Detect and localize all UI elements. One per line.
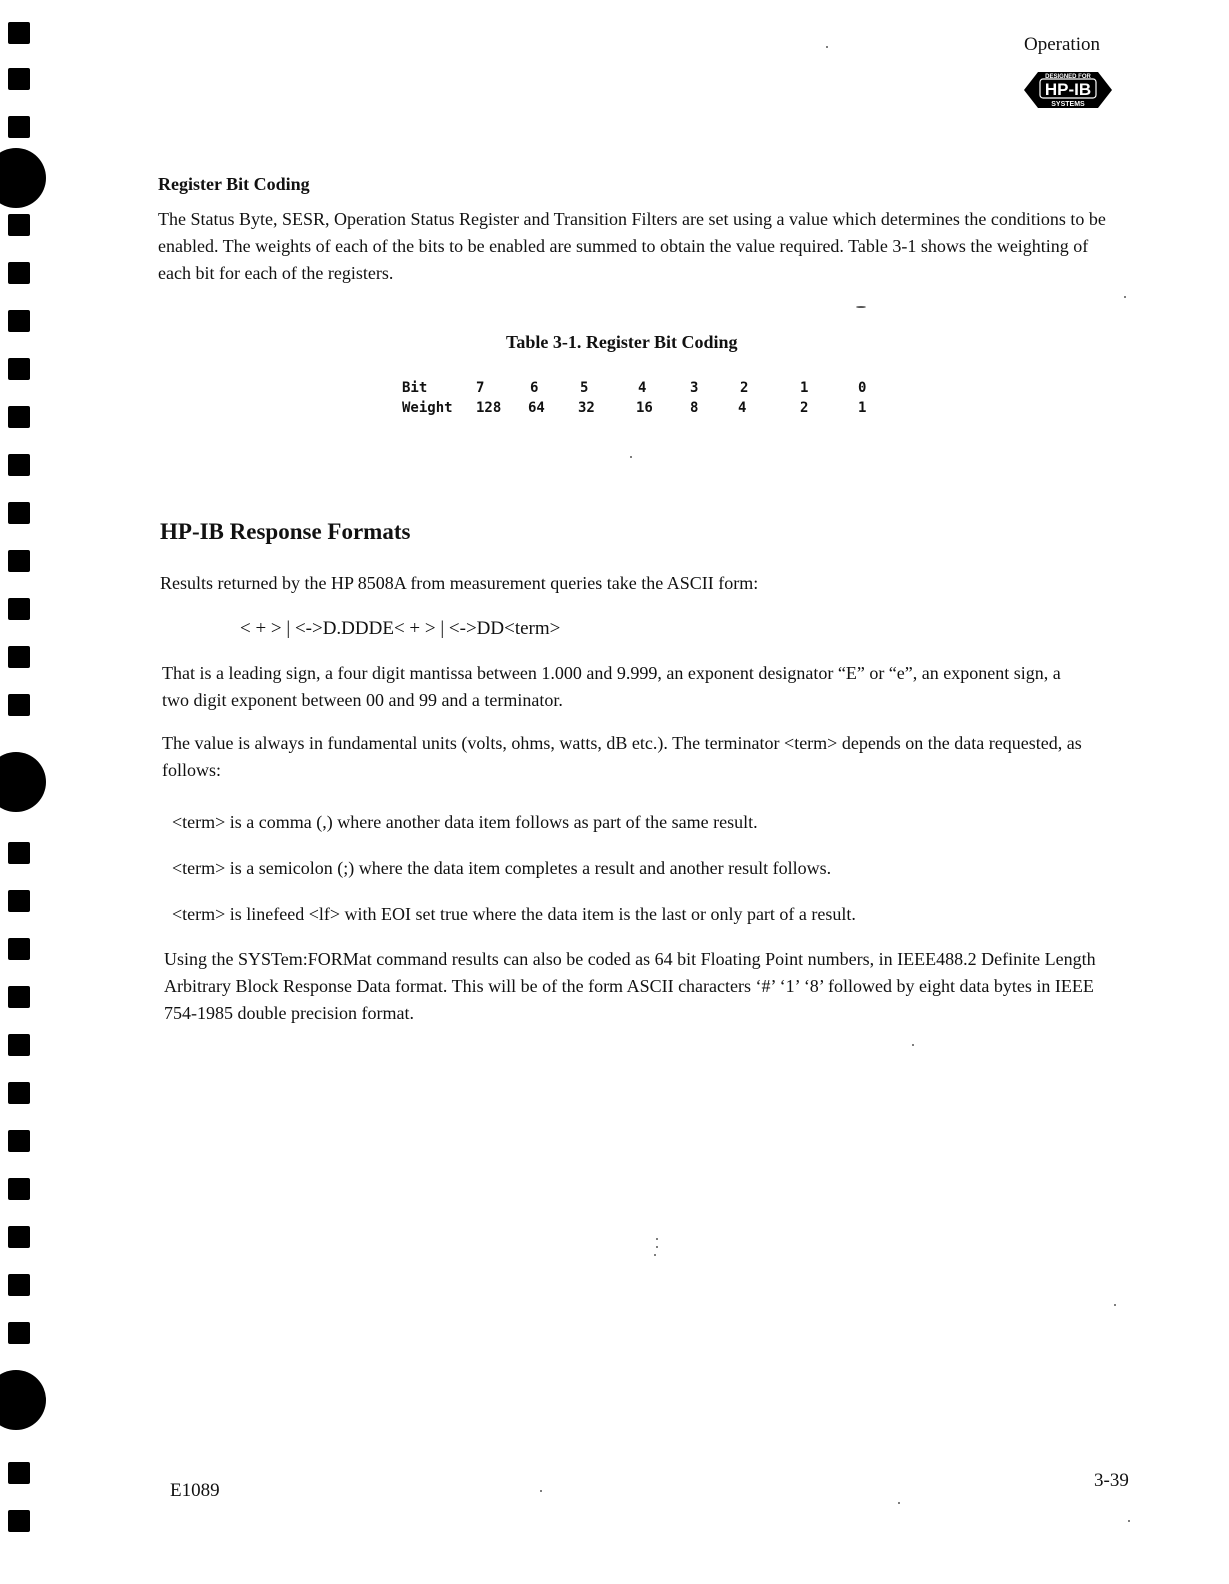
row-label-bit: Bit <box>402 380 428 396</box>
punch-mark <box>8 1322 30 1344</box>
hpib-logo-graphic <box>1022 66 1114 114</box>
punch-mark <box>8 550 30 572</box>
term-item-linefeed: <term> is linefeed <lf> with EOI set true where the data item is the last or only part of a result. <box>172 904 856 924</box>
punch-mark <box>8 406 30 428</box>
scan-speck <box>826 46 828 48</box>
punch-mark <box>8 214 30 236</box>
term-item-comma: <term> is a comma (,) where another data item follows as part of the same result. <box>172 812 758 832</box>
section-title: Operation <box>1024 34 1100 55</box>
bit-cell: 6 <box>530 380 539 396</box>
term-item-semicolon: <term> is a semicolon (;) where the data item completes a result and another result follows. <box>172 858 832 878</box>
logo-top-text: DESIGNED FOR <box>1045 74 1091 80</box>
scan-speck <box>654 1254 656 1256</box>
bit-cell: 1 <box>800 380 809 396</box>
scan-speck <box>1128 1520 1130 1522</box>
bit-cell: 2 <box>740 380 749 396</box>
punch-mark <box>8 310 30 332</box>
punch-mark <box>8 842 30 864</box>
bit-cell: 5 <box>580 380 589 396</box>
weight-cell: 8 <box>690 400 699 416</box>
punch-mark <box>8 598 30 620</box>
bit-cell: 3 <box>690 380 699 396</box>
scan-speck <box>898 1502 900 1504</box>
punch-mark <box>8 454 30 476</box>
punch-mark <box>8 1034 30 1056</box>
punch-mark <box>8 68 30 90</box>
table-caption: Table 3-1. Register Bit Coding <box>506 332 738 352</box>
punch-mark <box>8 358 30 380</box>
scan-speck <box>540 1490 542 1492</box>
punch-mark <box>8 1462 30 1484</box>
punch-mark <box>8 1226 30 1248</box>
response-formats-heading: HP-IB Response Formats <box>160 519 411 544</box>
punch-mark <box>8 502 30 524</box>
format-paragraph: Using the SYSTem:FORMat command results can also be coded as 64 bit Floating Point numbers, in IEEE488.2 Definite Length Arbitrary Block Response Data format. This will be of the form ASCII characters ‘#’ ‘1’ ‘8’ followed by eight data bytes in IEEE 754-1985 double precision format. <box>164 949 1096 1023</box>
scan-speck <box>856 306 866 308</box>
punch-mark <box>8 262 30 284</box>
scan-speck <box>1114 1304 1116 1306</box>
punch-mark <box>8 986 30 1008</box>
row-label-weight: Weight <box>402 400 453 416</box>
punch-mark <box>8 1178 30 1200</box>
scan-speck <box>1124 296 1126 298</box>
doc-code: E1089 <box>170 1480 220 1501</box>
punch-mark <box>8 1130 30 1152</box>
units-paragraph: The value is always in fundamental units (volts, ohms, watts, dB etc.). The terminator <term> depends on the data requested, as follows: <box>162 733 1082 780</box>
format-description: That is a leading sign, a four digit mantissa between 1.000 and 9.999, an exponent designator “E” or “e”, an exponent sign, a two digit exponent between 00 and 99 and a terminator. <box>162 663 1061 710</box>
scan-speck <box>656 1246 658 1248</box>
punch-strip <box>0 0 48 1584</box>
binder-hole <box>0 148 46 208</box>
bit-cell: 0 <box>858 380 867 396</box>
hpib-logo <box>1022 66 1114 114</box>
punch-mark <box>8 646 30 668</box>
weight-cell: 32 <box>578 400 595 416</box>
weight-cell: 64 <box>528 400 545 416</box>
scan-speck <box>656 1238 658 1240</box>
punch-mark <box>8 1274 30 1296</box>
punch-mark <box>8 116 30 138</box>
logo-bottom-text: SYSTEMS <box>1051 101 1085 108</box>
punch-mark <box>8 22 30 44</box>
binder-hole <box>0 752 46 812</box>
response-syntax: < + > | <->D.DDDE< + > | <->DD<term> <box>240 618 561 639</box>
punch-mark <box>8 694 30 716</box>
response-formats-intro: Results returned by the HP 8508A from measurement queries take the ASCII form: <box>160 573 759 593</box>
weight-cell: 128 <box>476 400 502 416</box>
punch-mark <box>8 1510 30 1532</box>
binder-hole <box>0 1370 46 1430</box>
punch-mark <box>8 938 30 960</box>
logo-text: HP-IB <box>1044 80 1092 99</box>
weight-cell: 2 <box>800 400 809 416</box>
punch-mark <box>8 890 30 912</box>
weight-cell: 1 <box>858 400 867 416</box>
scan-speck <box>912 1044 914 1046</box>
register-bit-coding-paragraph: The Status Byte, SESR, Operation Status Register and Transition Filters are set using a value which determines the conditions to be enabled. The weights of each of the bits to be enabled are summed to obtain the value required. Table 3-1 shows the weighting of each bit for each of the registers. <box>158 209 1106 283</box>
register-bit-coding-heading: Register Bit Coding <box>158 174 310 194</box>
weight-cell: 4 <box>738 400 747 416</box>
weight-cell: 16 <box>636 400 653 416</box>
bit-cell: 4 <box>638 380 647 396</box>
scan-speck <box>630 456 632 458</box>
punch-mark <box>8 1082 30 1104</box>
bit-cell: 7 <box>476 380 485 396</box>
page-number: 3-39 <box>1094 1470 1129 1491</box>
